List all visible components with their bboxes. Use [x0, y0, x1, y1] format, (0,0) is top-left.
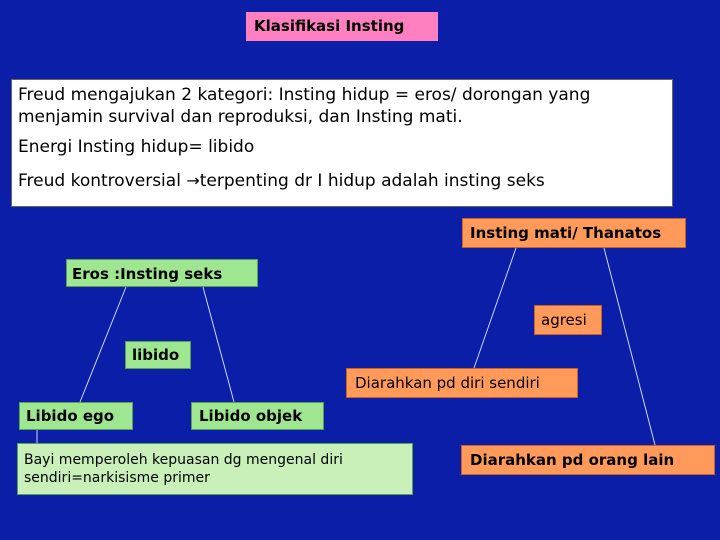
- connector-eros-libido-objek: [203, 287, 234, 402]
- slide-title: Klasifikasi Insting: [246, 12, 438, 41]
- intro-line-3: [18, 170, 666, 192]
- connector-thanatos-orang-lain: [604, 248, 655, 445]
- node-agresi: agresi: [534, 305, 602, 335]
- intro-text-box: [11, 79, 673, 207]
- node-diri-sendiri: Diarahkan pd diri sendiri: [346, 368, 578, 398]
- node-libido-objek: Libido objek: [191, 402, 324, 430]
- node-libido: libido: [125, 341, 191, 369]
- intro-line-1: Freud mengajukan 2 kategori: Insting hidup = eros/ dorongan yang menjamin survival dan reproduksi, dan Insting mati.: [18, 85, 591, 127]
- node-narkisisme: Bayi memperoleh kepuasan dg mengenal diri sendiri=narkisisme primer: [17, 443, 413, 495]
- arrow-right-icon: →: [186, 171, 200, 190]
- node-thanatos: Insting mati/ Thanatos: [462, 218, 686, 248]
- intro-line-2: Energi Insting hidup= libido: [18, 137, 255, 157]
- node-libido-ego: Libido ego: [19, 402, 133, 430]
- connector-thanatos-agresi-left: [474, 248, 516, 368]
- intro-line-3-start: Freud kontroversial: [18, 171, 187, 191]
- node-orang-lain: Diarahkan pd orang lain: [461, 445, 715, 475]
- connector-eros-libido-ego: [80, 287, 126, 402]
- intro-line-3-end: terpenting dr I hidup adalah insting seks: [199, 171, 545, 191]
- node-eros: Eros :Insting seks: [66, 259, 258, 287]
